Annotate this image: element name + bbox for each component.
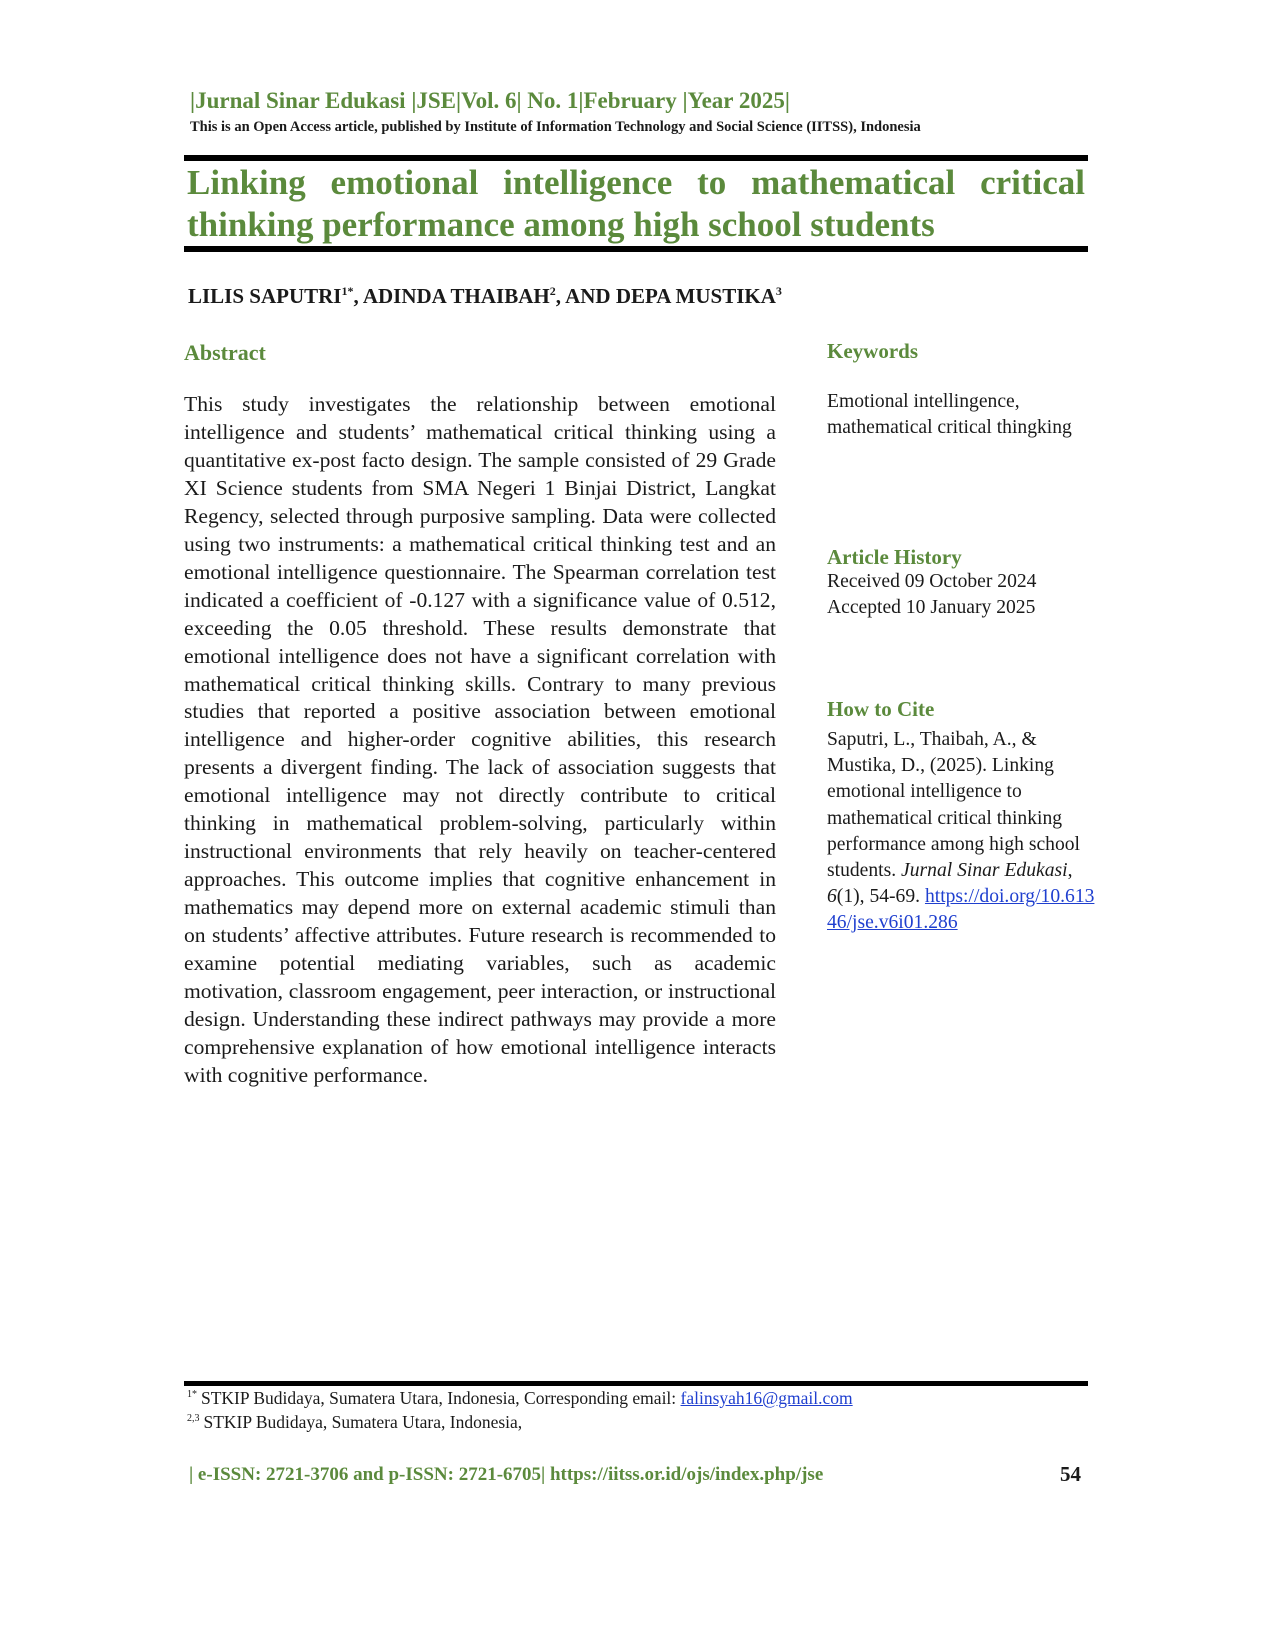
journal-header: |Jurnal Sinar Edukasi |JSE|Vol. 6| No. 1|February |Year 2025| [190,88,790,113]
accepted-date: Accepted 10 January 2025 [827,597,1036,618]
article-history [827,569,1087,621]
open-access-notice: This is an Open Access article, published by Institute of Information Technology and Social Science (IITSS), Indonesia [190,119,921,135]
citation-volume: 6 [827,886,837,908]
abstract-text: This study investigates the relationship between emotional intelligence and students’ mathematical critical thinking using a quantitative ex-post facto design. The sample consisted of 29 Grade XI Science students from SMA Negeri 1 Binjai District, Langkat Regency, selected through purposive sampling. Data were collected using two instruments: a mathematical critical thinking test and an emotional intelligence questionnaire. The Spearman correlation test indicated a coefficient of -0.127 with a significance value of 0.512, exceeding the 0.05 threshold. These results demonstrate that emotional intelligence does not have a significant correlation with mathematical critical thinking skills. Contrary to many previous studies that reported a positive association between emotional intelligence and higher-order cognitive abilities, this research presents a divergent finding. The lack of association suggests that emotional intelligence may not directly contribute to critical thinking in mathematical problem-solving, particularly within instructional environments that rely heavily on teacher-centered approaches. This outcome implies that cognitive enhancement in mathematics may depend more on external academic stimuli than on students’ affective attributes. Future research is recommended to examine potential mediating variables, such as academic motivation, classroom engagement, peer interaction, or instructional design. Understanding these indirect pathways may provide a more comprehensive explanation of how emotional intelligence interacts with cognitive performance. [184,392,776,1087]
paper-title: Linking emotional intelligence to mathematical critical thinking performance among high school students [187,163,1085,244]
footnote-text: STKIP Budidaya, Sumatera Utara, Indonesia, Corresponding email: [201,1388,681,1408]
article-history-heading: Article History [827,545,962,569]
footnote-mark: 1* [187,1389,197,1400]
top-rule [184,155,1088,161]
author-affiliation-mark: 1* [341,284,354,298]
issn-footer: | e-ISSN: 2721-3706 and p-ISSN: 2721-6705| https://iitss.or.id/ojs/index.php/jse [189,1464,824,1485]
title-rule [184,246,1088,252]
citation-journal: Jurnal Sinar Edukasi [901,860,1068,882]
doi-link[interactable]: https://doi.org/10.61346/jse.v6i01.286 [827,886,1095,934]
how-to-cite-heading: How to Cite [827,697,935,721]
author-name: ADINDA THAIBAH [362,284,550,308]
author-separator: , AND [555,284,616,308]
footnote-rule [184,1381,1088,1386]
author-name: LILIS SAPUTRI [188,284,342,308]
footnote-1 [187,1388,853,1409]
page-number: 54 [1060,1462,1081,1486]
keywords-heading: Keywords [827,339,918,363]
author-list [188,284,782,309]
author-affiliation-mark: 2 [549,284,556,298]
citation-text [827,727,1099,937]
abstract-heading: Abstract [184,340,266,365]
corresponding-email-link[interactable]: falinsyah16@gmail.com [680,1388,853,1408]
received-date: Received 09 October 2024 [827,571,1037,592]
author-name: DEPA MUSTIKA [615,284,776,308]
citation-separator: , [1067,860,1073,882]
author-separator: , [353,284,363,308]
footnote-2 [187,1412,522,1433]
citation-issue-pages: (1), 54-69. [836,886,925,908]
keywords-text: Emotional intellingence, mathematical critical thingking [827,391,1072,438]
citation-authors-title: Saputri, L., Thaibah, A., & Mustika, D., (2025). Linking emotional intelligence to mathematical critical thinking performance among high school students. [827,729,1081,882]
footnote-text: STKIP Budidaya, Sumatera Utara, Indonesia, [203,1412,523,1432]
footnote-mark: 2,3 [187,1413,200,1424]
author-affiliation-mark: 3 [775,284,782,298]
